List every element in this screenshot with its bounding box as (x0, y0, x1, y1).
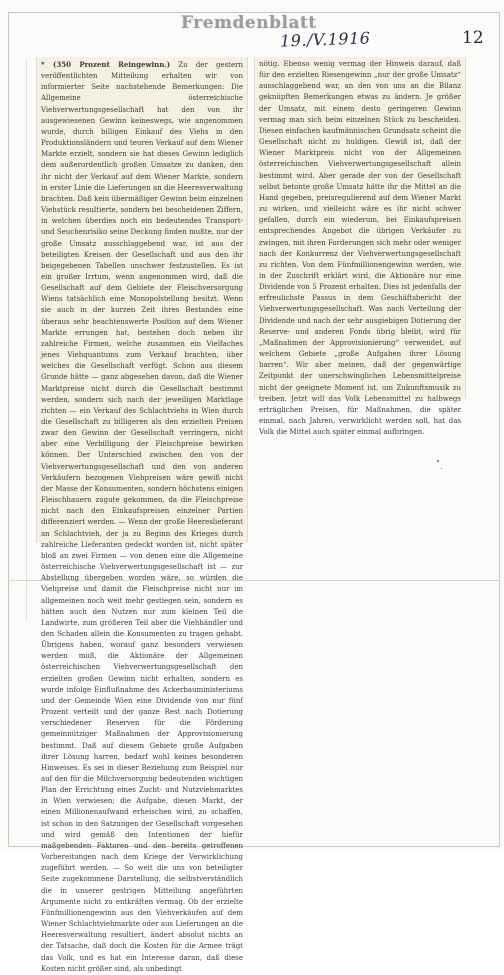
page-number: 12 (462, 28, 484, 48)
newspaper-stamp: Fremdenblatt (181, 13, 317, 33)
paper-speck (441, 468, 442, 469)
margin-line (26, 60, 27, 620)
clipping-right-column (254, 57, 466, 437)
article-body-left: Zu der gestern veröffentlichten Mitteilung erhalten wir von informierter Seite nachstehende Bemerkungen: Die Allgemeine österreichische Viehverwertungsgesellschaft hat den von ihr ausgewiesenen Gewinn keineswegs, wie angenommen wurde, durch billigen Einkauf des Viehs in den Produktionsländern und teuren Verkauf auf dem Wiener Markte erzielt, sondern sie hat dieses Gewinn lediglich dem außerordentlich großen Umsatze zu danken, den ihr nicht der Verkauf auf dem Wiener Markte, sondern in erster Linie die Lieferungen an die Heeresverwaltung brachten. Daß kein übermäßiger Gewinn beim einzelnen Viehstück resultierte, sondern bei bescheidenen Ziffern, in welchen überdies noch ein bedeutendes Transport- und Seuchenrisiko seine Deckung finden mußte, nur der große Umsatz ausschlaggebend war, ist aus der beteiligten Kreisen der Gesellschaft und aus den ihr beigegebenen Tabellen unschwer festzustellen. Es ist ein großer Irrtum, wenn angenommen wird, daß die Gesellschaft auf dem Gebiete der Fleischversorgung Wiens tatsächlich eine Monopolstellung besitzt. Wenn sie auch in der kurzen Zeit ihres Bestandes eine überaus sehr beachtenswerte Position auf dem Wiener Markte errungen hat, bestehen doch neben ihr zahlreiche Firmen, welche zusammen ein Vielfaches jenes Viehquantums zum Verkauf brachten, über welches die Gesellschaft verfügt. Schon aus diesem Grunde hätte — ganz abgesehen davon, daß die Wiener Marktpreise nicht durch die Gesellschaft bestimmt werden, sondern sich nach der jeweiligen Marktlage richten — ein Verkauf des Schlachtviehs in Wien durch die Gesellschaft zu billigeren als den erzielten Preisen zwar den Gewinn der Gesellschaft verringern, nicht aber eine Verbilligung der Fleischpreise bewirken können. Der Unterschied zwischen den von der Viehverwertungsgesellschaft und den von anderen Verkäufern bezogenen Viehpreisen wäre gewiß nicht der Masse der Konsumenten, sondern höchstens einigen Fleischhauern zugute gekommen, da die Fleischpreise nicht nach den Einkaufspreisen einzelner Partien differenziert werden. — Wenn der große Heereslieferant an Schlachtvieh, der ja zu Beginn des Krieges durch zahlreiche Lieferanten gedeckt worden ist, nicht später bloß an zwei Firmen — von denen eine die Allgemeine österreichische Viehverwertungsgesellschaft ist — zur Abstellung übergeben worden wäre, so würden die Viehpreise und damit die Fleischpreise nicht nur im allgemeinen noch weit mehr gestiegen sein, sondern es hätten auch den Nutzen nur zum kleinen Teil die Landwirte, zum größeren Teil aber die Viehhändler und den Schaden allein die Konsumenten zu tragen gehabt. Übrigens haben, worauf ganz besonders verwiesen werden muß, die Aktionäre der Allgemeinen österreichischen Viehverwertungsgesellschaft den erzielten großen Gewinn nicht erhalten, sondern es wurde infolge Einflußnahme des Ackerbauministeriums und der Gemeinde Wien eine Dividende von nur fünf Prozent verteilt und der ganze Rest nach Dotierung verschiedener Reserven für die Förderung gemeinnütziger Maßnahmen der Approvisionierung bestimmt. Daß auf diesem Gebiete große Aufgaben ihrer Lösung harren, bedarf wohl keines besonderen Hinweises. Es sei in dieser Beziehung zum Beispiel nur auf den für die Milchversorgung bedeutenden wichtigen Plan der Errichtung eines Zucht- und Nutzviehmarktes in Wien verwiesen; die Aufgabe, diesen Markt, der einen Millionenaufwand erheischen wird, zu schaffen, ist schon in den Satzungen der Gesellschaft vorgesehen und wird gemäß den Intentionen der hiefür maßgebenden Faktoren und den bereits getroffenen Vorbereitungen nach dem Kriege der Verwirklichung zugeführt werden. — So weit die uns von beteiligter Seite zugekommene Darstellung, die selbstverständlich die in unserer gestrigen Mitteilung angeführten Argumente nicht zu entkräften vermag. Ob der erzielte Fünfmillionengewinn aus den Viehverkäufen auf dem Wiener Schlachtviehmarkte oder aus Lieferungen an die Heeresverwaltung resultiert, ändert absolut nichts an der Tatsache, daß doch die Kosten für die Armee trägt das Volk, und es hat ein Interesse daran, daß diese Kosten nicht größer sind, als unbedingt (41, 61, 243, 973)
clipping-left-column (36, 57, 248, 973)
article-headline: * (350 Prozent Reingewinn.) (41, 60, 171, 69)
handwritten-date: 19./V.1916 (279, 28, 371, 51)
paper-speck (437, 460, 439, 462)
article-text-left (37, 57, 247, 975)
article-body-right: nötig. Ebenso wenig vermag der Hinweis darauf, daß für den erzielten Riesengewinn „nur der große Umsatz“ ausschlaggebend war, an den von uns an die Bilanz geknüpften Bemerkungen etwas zu ändern. Je größer der Umsatz, mit einem desto geringeren Gewinn vermag man sich beim einzelnen Stück zu bescheiden. Diesen einfachen kaufmännischen Grundsatz scheint die Gesellschaft nicht zu huldigen. Gewiß ist, daß der Wiener Marktpreis nicht von der Allgemeinen österreichischen Viehverwertungsgesellschaft allein bestimmt wird. Aber gerade der von der Gesellschaft selbst betonte große Umsatz hätte ihr die Mittel an die Hand gegeben, preisregulierend auf dem Wiener Markt zu wirken, und vielleicht wäre es ihr nicht schwer gefallen, durch ein wiederum, bei Einkaufspreisen entsprechendes Angebot die übrigen Verkäufer zu zwingen, mit ihren Forderungen sich mehr oder weniger nach der Konkurrenz der Viehverwertungsgesellschaft zu richten. Von dem Fünfmillionengewinn werden, wie in der Zuschrift erklärt wird, die Aktionäre nur eine Dividende von 5 Prozent erhalten. Dies ist jedenfalls der erfreulichste Passus in dem Geschäftsbericht der Viehverwertungsgesellschaft. Was nach Verteilung der Dividende und nach der sehr ausgiebigen Dotierung der Reserve- und anderen Fonds übrig bleibt, wird für „Maßnahmen der Approvisionierung“ verwendet, auf welchem Gebiete „große Aufgaben ihrer Lösung harren“. Wir aber meinen, daß der gegenwärtige Zeitpunkt der unerschwinglichen Lebensmittelpreise nicht der geeignete Moment ist, um Zukunftsmusik zu treiben. Jetzt will das Volk Lebensmittel zu halbwegs erträglichen Preisen, für Maßnahmen, die später einmal, nach Jahren, verwirklicht werden soll, hat das Volk die Mittel auch später einmal aufbringen. (259, 60, 461, 437)
